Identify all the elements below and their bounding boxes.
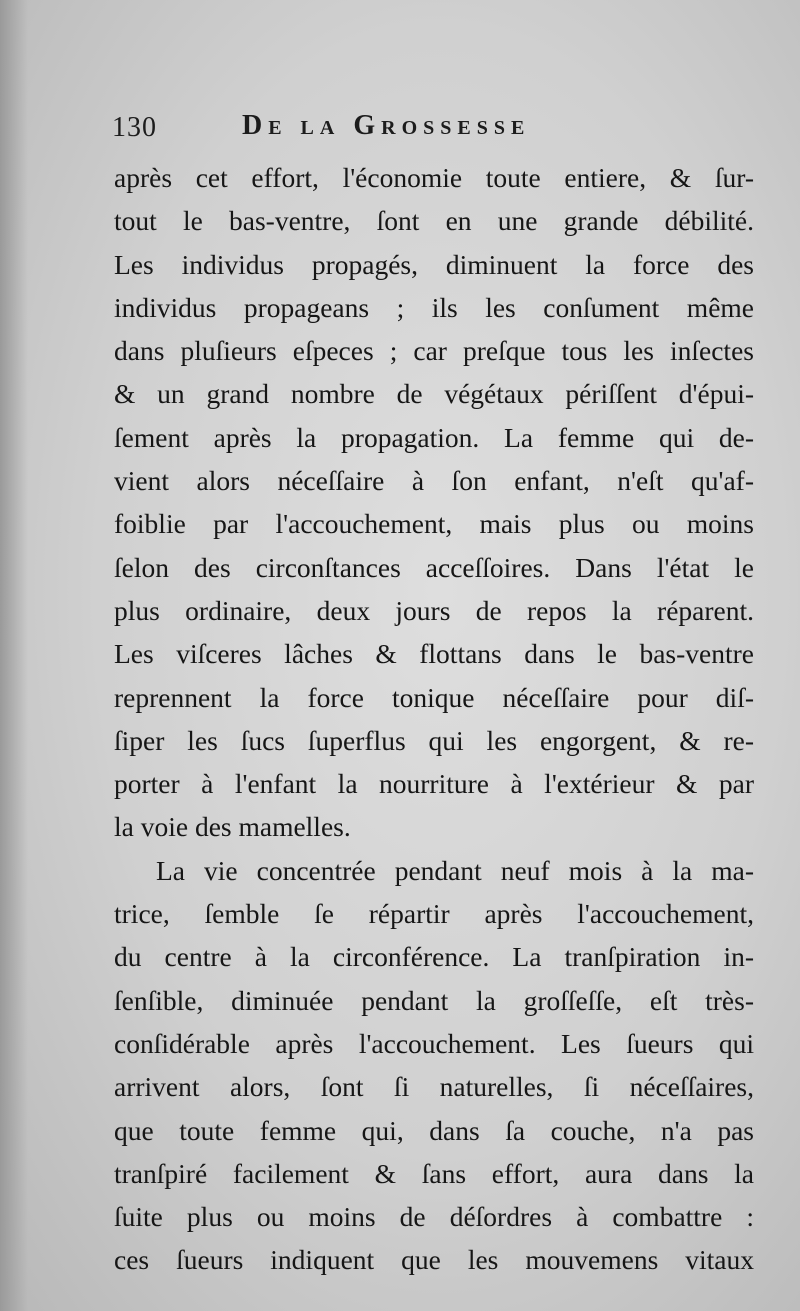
page-number: 130 xyxy=(112,112,157,143)
text-line: tranſpiré facilement & ſans effort, aura dans la xyxy=(114,1157,754,1189)
text-line: conſidérable après l'accouchement. Les ſueurs qui xyxy=(114,1027,754,1059)
text-line: ſenſible, diminuée pendant la groſſeſſe, eſt très- xyxy=(114,984,754,1016)
text-line: Les individus propagés, diminuent la force des xyxy=(114,248,754,280)
text-line: tout le bas-ventre, ſont en une grande débilité. xyxy=(114,205,754,237)
text-line: ſuite plus ou moins de déſordres à combattre : xyxy=(114,1201,754,1233)
text-line: Les viſceres lâches & flottans dans le bas-ventre xyxy=(114,638,754,670)
text-line: trice, ſemble ſe répartir après l'accouchement, xyxy=(114,898,754,930)
text-line: arrivent alors, ſont ſi naturelles, ſi néceſſaires, xyxy=(114,1071,754,1103)
text-line: que toute femme qui, dans ſa couche, n'a pas xyxy=(114,1114,754,1146)
page-header xyxy=(112,110,752,150)
paragraph-2 xyxy=(114,849,754,1282)
running-head: De la Grossesse xyxy=(242,110,531,141)
text-line: après cet effort, l'économie toute entiere, & ſur- xyxy=(114,162,754,193)
text-line: la voie des mamelles. xyxy=(114,811,351,843)
text-line: ſelon des circonſtances acceſſoires. Dans l'état le xyxy=(114,551,754,583)
text-line: individus propageans ; ils les conſument même xyxy=(114,291,754,323)
text-line: ſement après la propagation. La femme qui de- xyxy=(114,421,754,453)
text-line: ſiper les ſucs ſuperflus qui les engorgent, & re- xyxy=(114,724,754,756)
text-line: dans pluſieurs eſpeces ; car preſque tous les inſectes xyxy=(114,335,754,367)
paragraph-1 xyxy=(114,156,754,849)
text-line: & un grand nombre de végétaux périſſent d'épui- xyxy=(114,378,754,410)
text-line: du centre à la circonférence. La tranſpiration in- xyxy=(114,941,754,973)
text-line: La vie concentrée pendant neuf mois à la ma- xyxy=(156,854,754,886)
text-line: foiblie par l'accouchement, mais plus ou moins xyxy=(114,508,754,540)
text-line: vient alors néceſſaire à ſon enfant, n'eſt qu'af- xyxy=(114,465,754,497)
text-line: ces ſueurs indiquent que les mouvemens vitaux xyxy=(114,1244,754,1276)
text-line: reprennent la force tonique néceſſaire pour diſ- xyxy=(114,681,754,713)
text-line: plus ordinaire, deux jours de repos la réparent. xyxy=(114,594,754,626)
body-text xyxy=(114,156,754,1282)
text-line: porter à l'enfant la nourriture à l'extérieur & par xyxy=(114,768,754,800)
